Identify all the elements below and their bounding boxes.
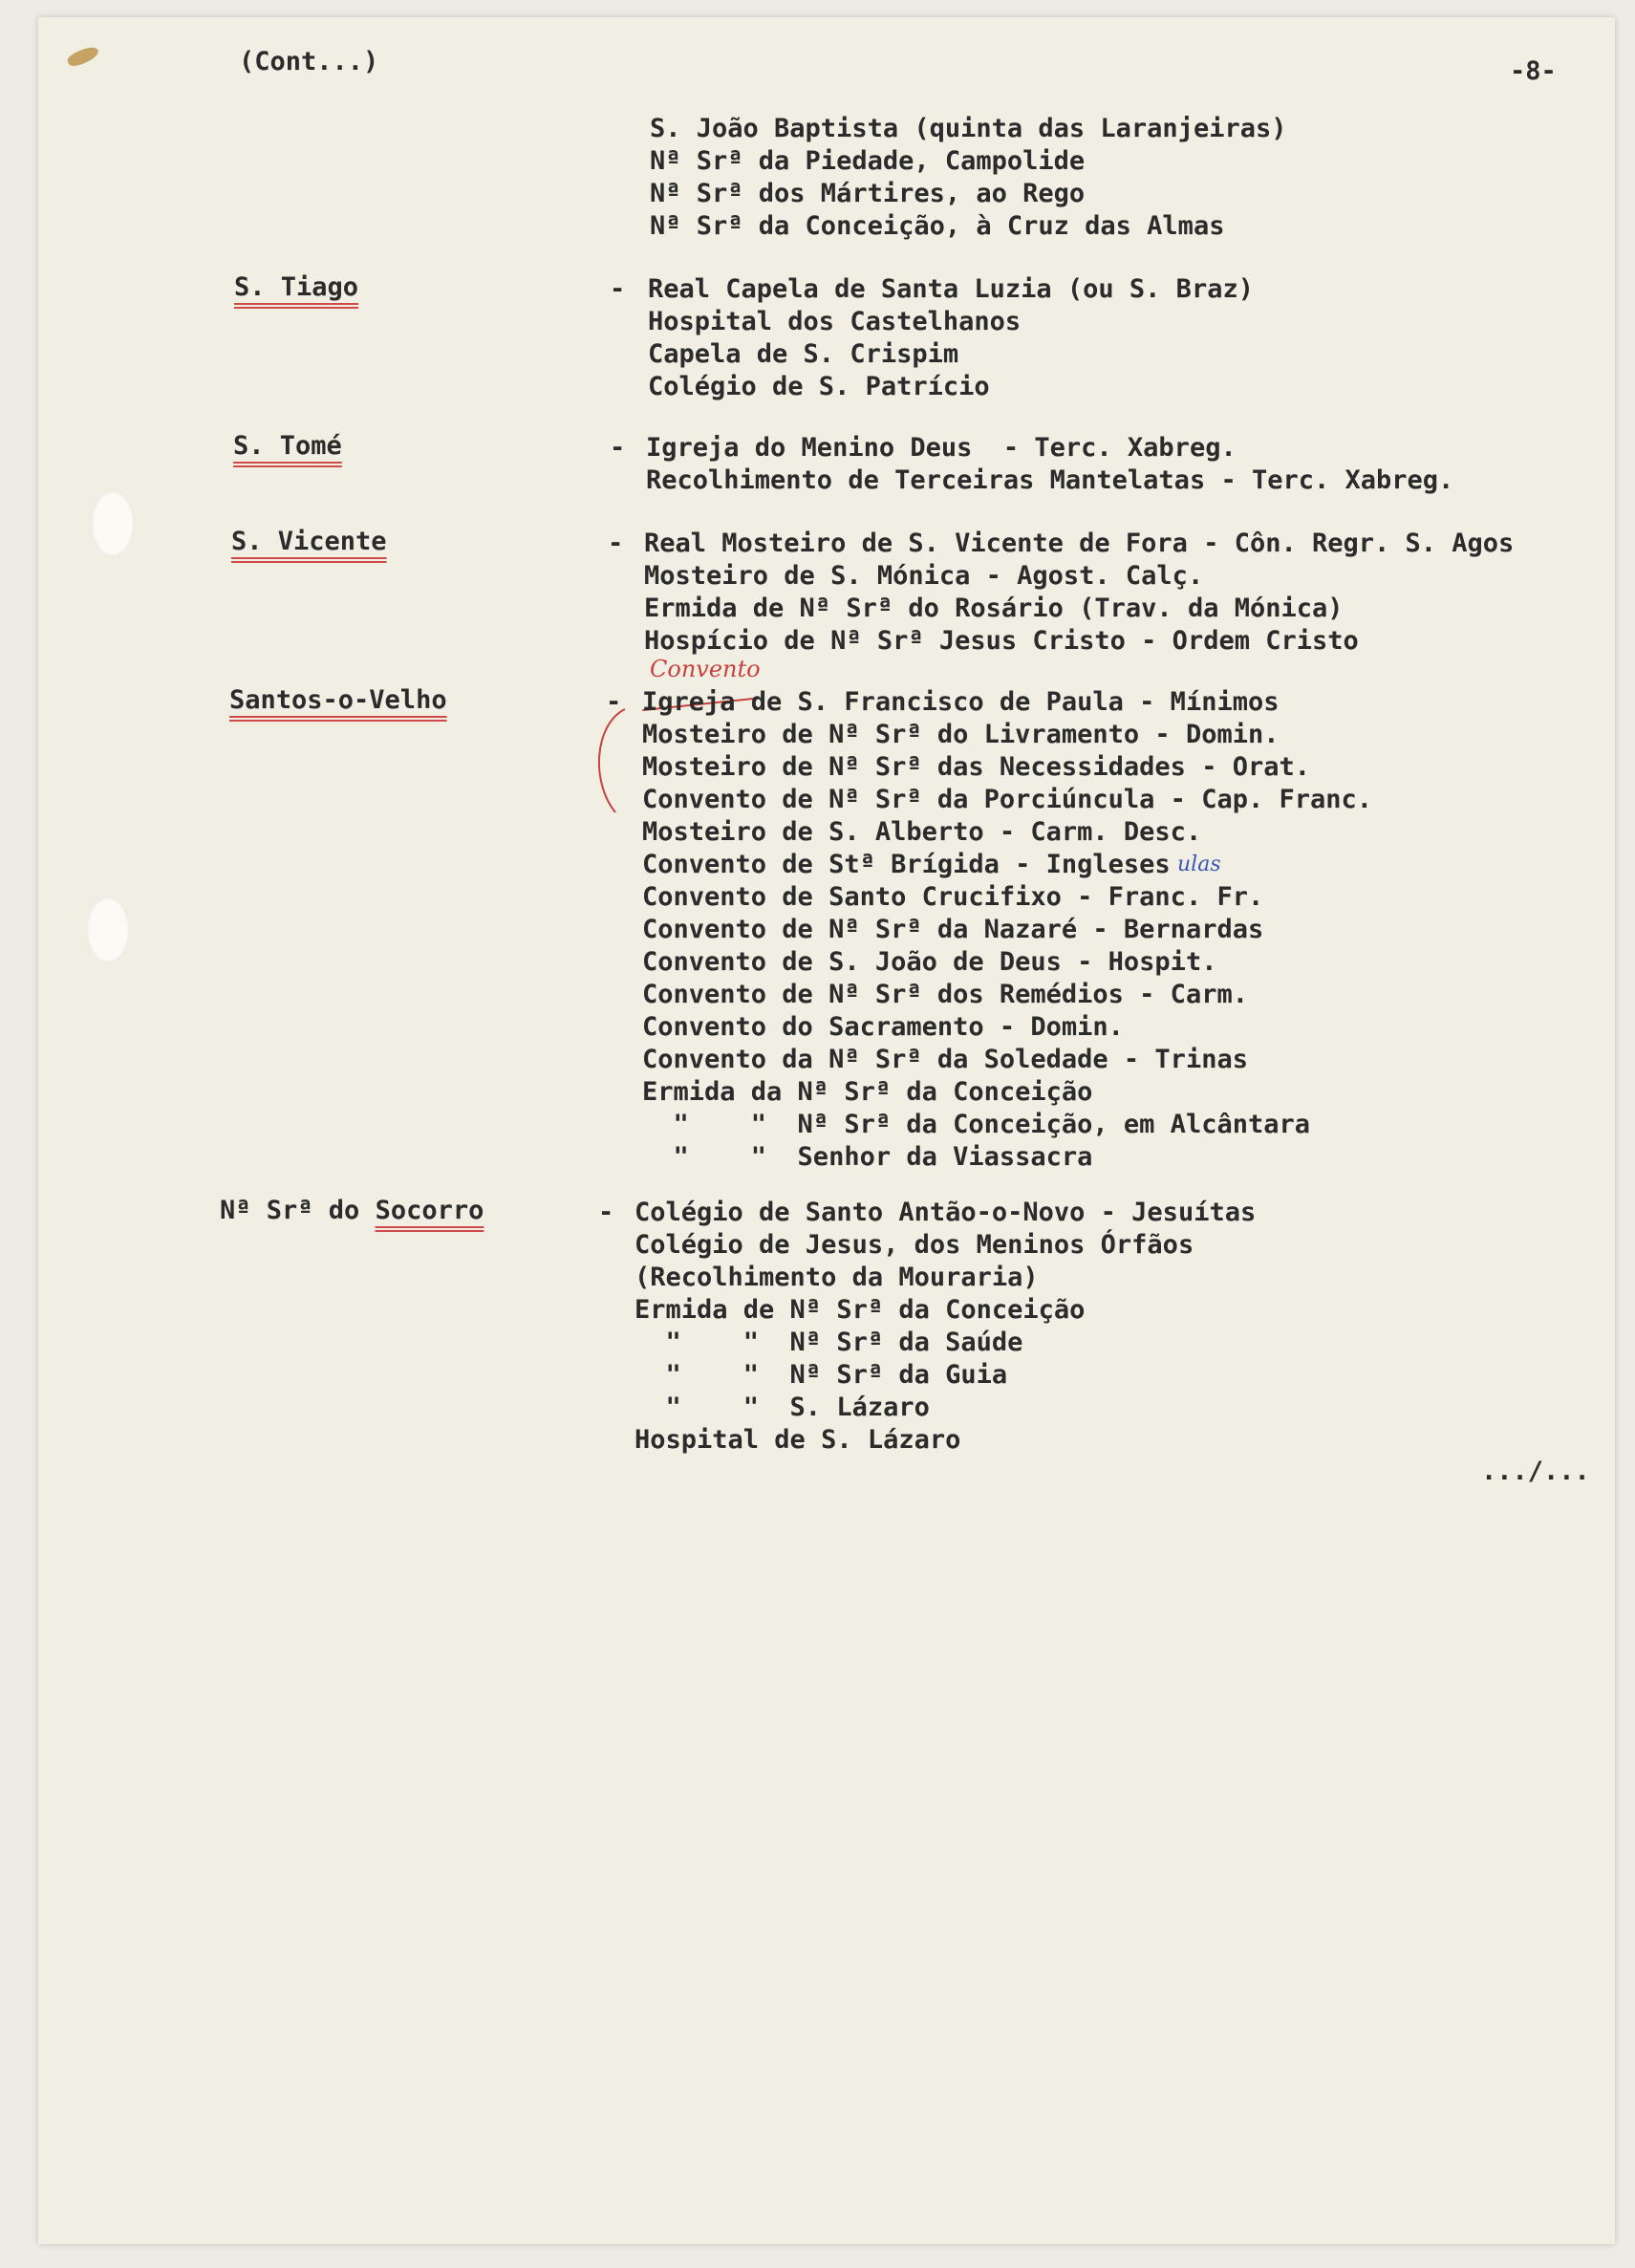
dash-mark: - bbox=[608, 529, 624, 558]
dash-mark: - bbox=[598, 1198, 614, 1227]
list-item: Ermida da Nª Srª da Conceição bbox=[642, 1077, 1093, 1107]
list-item: Mosteiro de Nª Srª do Livramento - Domin. bbox=[642, 720, 1280, 749]
parish-label-underlined: Socorro bbox=[375, 1196, 484, 1225]
intro-line: Nª Srª da Piedade, Campolide bbox=[650, 146, 1086, 176]
cont-label: (Cont...) bbox=[239, 47, 379, 76]
list-item: Convento de Stª Brígida - Ingleses bbox=[642, 850, 1171, 879]
list-item: Convento de S. João de Deus - Hospit. bbox=[642, 947, 1217, 977]
list-item: Convento da Nª Srª da Soledade - Trinas bbox=[642, 1045, 1248, 1074]
list-item: " " S. Lázaro bbox=[635, 1393, 930, 1422]
dash-mark: - bbox=[610, 274, 626, 304]
handwritten-correction: Convento bbox=[650, 656, 761, 682]
list-item: Colégio de S. Patrício bbox=[648, 372, 990, 401]
list-item: Convento de Santo Crucifixo - Franc. Fr. bbox=[642, 882, 1264, 912]
list-item: Mosteiro de S. Mónica - Agost. Calç. bbox=[644, 561, 1204, 591]
list-item: Hospital dos Castelhanos bbox=[648, 307, 1022, 336]
list-item: Real Mosteiro de S. Vicente de Fora - Côn. Regr. S. Agos bbox=[644, 529, 1515, 558]
list-item: Igreja do Menino Deus - Terc. Xabreg. bbox=[646, 433, 1237, 463]
list-item: Hospital de S. Lázaro bbox=[635, 1425, 961, 1455]
list-item: Igreja de S. Francisco de Paula - Mínimos bbox=[642, 687, 1280, 717]
bracket-mark bbox=[587, 705, 635, 820]
parish-label-vicente: S. Vicente bbox=[231, 527, 387, 556]
list-item: Real Capela de Santa Luzia (ou S. Braz) bbox=[648, 274, 1254, 304]
list-item: Mosteiro de S. Alberto - Carm. Desc. bbox=[642, 817, 1202, 847]
intro-line: Nª Srª da Conceição, à Cruz das Almas bbox=[650, 211, 1225, 241]
punch-hole bbox=[86, 896, 130, 963]
list-item: " " Nª Srª da Saúde bbox=[635, 1328, 1023, 1357]
list-item: Colégio de Santo Antão-o-Novo - Jesuítas bbox=[635, 1198, 1257, 1227]
parish-label-prefix: Nª Srª do bbox=[220, 1196, 376, 1225]
list-item: Recolhimento de Terceiras Mantelatas - Terc. Xabreg. bbox=[646, 465, 1454, 495]
continuation-marker: .../... bbox=[1481, 1457, 1590, 1486]
intro-line: Nª Srª dos Mártires, ao Rego bbox=[650, 179, 1086, 208]
list-item: Capela de S. Crispim bbox=[648, 339, 959, 369]
list-item: Mosteiro de Nª Srª das Necessidades - Orat. bbox=[642, 752, 1310, 782]
dash-mark: - bbox=[606, 687, 622, 717]
list-item: Ermida de Nª Srª da Conceição bbox=[635, 1295, 1086, 1325]
intro-line: S. João Baptista (quinta das Laranjeiras) bbox=[650, 114, 1287, 143]
list-item: (Recolhimento da Mouraria) bbox=[635, 1263, 1039, 1292]
document-page bbox=[38, 17, 1615, 2244]
page-number: -8- bbox=[1510, 56, 1557, 86]
list-item: Convento de Nª Srª da Porciúncula - Cap. Franc. bbox=[642, 785, 1373, 814]
parish-label-santos: Santos-o-Velho bbox=[229, 685, 447, 715]
dash-mark: - bbox=[610, 433, 626, 463]
list-item: Hospício de Nª Srª Jesus Cristo - Ordem Cristo bbox=[644, 626, 1359, 656]
list-item: Colégio de Jesus, dos Meninos Órfãos bbox=[635, 1230, 1194, 1260]
parish-label-tome: S. Tomé bbox=[233, 431, 342, 461]
paper-stain bbox=[66, 43, 101, 69]
handwritten-addition: ulas bbox=[1177, 853, 1221, 876]
list-item: " " Nª Srª da Guia bbox=[635, 1360, 1008, 1390]
parish-label-socorro bbox=[220, 1195, 484, 1227]
list-item: Convento de Nª Srª dos Remédios - Carm. bbox=[642, 980, 1248, 1009]
parish-label-tiago: S. Tiago bbox=[234, 272, 359, 302]
list-item: " " Nª Srª da Conceição, em Alcântara bbox=[642, 1110, 1310, 1139]
list-item: Convento de Nª Srª da Nazaré - Bernardas bbox=[642, 915, 1264, 944]
list-item: Ermida de Nª Srª do Rosário (Trav. da Mónica) bbox=[644, 594, 1344, 623]
punch-hole bbox=[91, 490, 135, 557]
list-item: Convento do Sacramento - Domin. bbox=[642, 1012, 1124, 1042]
list-item: " " Senhor da Viassacra bbox=[642, 1142, 1093, 1172]
